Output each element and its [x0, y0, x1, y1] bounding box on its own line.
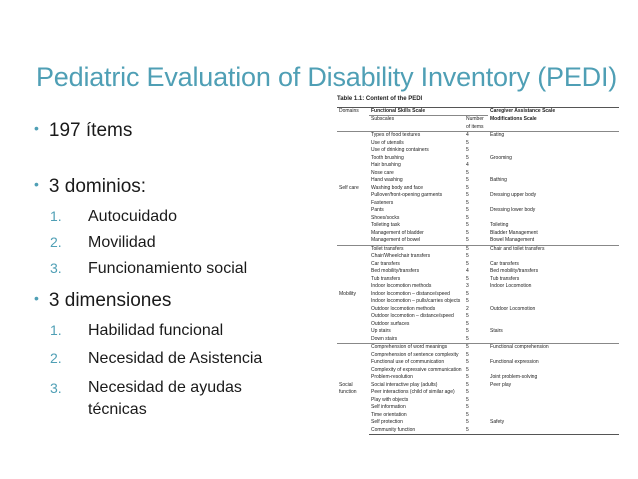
caregiver-cell	[488, 200, 619, 208]
caregiver-cell: Dressing lower body	[490, 207, 536, 213]
bullet-text: 3 dimensiones	[48, 290, 172, 311]
subscale-cell: Indoor locomotion – distance/speed	[371, 290, 450, 297]
item-count-cell: 5	[466, 275, 469, 282]
table-row	[337, 328, 619, 336]
domain-cell: Social function	[337, 344, 369, 435]
subscale-cell: Pullover/front-opening garments	[371, 192, 443, 198]
sub-number: 2.	[50, 234, 62, 250]
sub-text: Habilidad funcional	[88, 322, 224, 339]
subscale-cell: Social interactive play (adults)	[371, 381, 438, 388]
bullet-item	[34, 120, 132, 142]
sub-text: Funcionamiento social	[88, 260, 248, 277]
item-count-cell: 5	[466, 328, 469, 334]
subscale-cell: Tooth brushing	[371, 154, 404, 161]
item-count-cell: 5	[466, 366, 469, 373]
table-row	[337, 291, 619, 299]
subscale-cell: Tub transfers	[371, 275, 401, 282]
sub-item	[50, 234, 156, 252]
table-row	[337, 276, 619, 284]
subscale-cell: Pants	[371, 207, 384, 213]
sub-number: 3.	[50, 260, 62, 276]
sub-text: Movilidad	[88, 234, 156, 251]
item-count-cell: 5	[466, 320, 469, 327]
item-count-cell: 5	[466, 411, 469, 418]
subscale-cell: Up stairs	[371, 328, 391, 334]
table-row	[337, 382, 619, 390]
item-count-cell: 5	[466, 237, 469, 243]
item-count-cell: 4	[466, 268, 469, 274]
subscale-cell: Community function	[369, 427, 464, 435]
table-row	[337, 192, 619, 200]
caregiver-cell: Outdoor Locomotion	[490, 305, 536, 312]
caregiver-cell	[488, 140, 619, 148]
item-count-cell: 5	[466, 253, 469, 259]
item-count-cell: 5	[466, 199, 469, 206]
subscale-cell: Outdoor locomotion – distance/speed	[371, 313, 454, 319]
caregiver-cell: Dressing upper body	[490, 192, 537, 198]
table-row	[337, 298, 619, 306]
sub-number: 3.	[50, 380, 62, 396]
table-row	[337, 207, 619, 215]
table-row	[337, 283, 619, 291]
table-row	[337, 140, 619, 148]
table-row	[337, 374, 619, 382]
caregiver-cell: Functional comprehension	[488, 344, 619, 352]
subscale-cell: Indoor locomotion methods	[371, 283, 432, 289]
header-domains: Domains	[337, 107, 369, 132]
sub-text: Necesidad de Asistencia	[88, 350, 263, 367]
item-count-cell: 3	[466, 283, 469, 289]
slide-title: Pediatric Evaluation of Disability Inventory (PEDI)	[36, 62, 618, 92]
item-count-cell: 5	[466, 214, 469, 221]
table-row	[337, 170, 619, 178]
table-subheader-row	[337, 116, 619, 132]
table-row	[337, 404, 619, 412]
item-count-cell: 4	[464, 132, 488, 140]
header-modifications: Modifications Scale	[490, 115, 537, 122]
subscale-cell: Complexity of expressive communication	[371, 366, 462, 373]
subscale-cell: Functional use of communication	[371, 359, 445, 365]
table-row	[337, 412, 619, 420]
subscale-cell: Use of utensils	[371, 139, 404, 146]
caregiver-cell: Safety	[490, 419, 505, 425]
caregiver-cell: Functional expression	[490, 359, 539, 365]
item-count-cell: 5	[466, 389, 469, 395]
caregiver-cell	[488, 367, 619, 375]
sub-text: Autocuidado	[88, 208, 177, 225]
bullet-item	[34, 290, 171, 312]
table-row	[337, 222, 619, 230]
subscale-cell: Hair brushing	[371, 162, 401, 168]
table-row	[337, 185, 619, 193]
caregiver-cell	[488, 253, 619, 261]
table-row	[337, 397, 619, 405]
table-row	[337, 230, 619, 238]
table-caption: Table 1.1: Content of the PEDI	[337, 96, 423, 102]
caregiver-cell	[488, 313, 619, 321]
bullet-text: 197 ítems	[48, 120, 133, 141]
table-row	[337, 352, 619, 360]
bullet-item	[34, 176, 146, 198]
item-count-cell: 5	[464, 427, 488, 435]
bullet-dot-icon: •	[34, 290, 39, 306]
caregiver-cell	[488, 397, 619, 405]
domain-cell: Mobility	[337, 245, 369, 344]
caregiver-cell	[488, 170, 619, 178]
table-row	[337, 306, 619, 314]
caregiver-cell	[488, 291, 619, 299]
subscale-cell: Bed mobility/transfers	[371, 268, 420, 274]
caregiver-cell	[488, 162, 619, 170]
item-count-cell: 5	[466, 207, 469, 213]
table-row	[337, 389, 619, 397]
caregiver-cell: Bladder Management	[490, 229, 538, 236]
table-row	[337, 261, 619, 269]
subscale-cell: Toileting task	[371, 222, 400, 228]
caregiver-cell: Bowel Management	[490, 237, 535, 243]
caregiver-cell: Grooming	[490, 154, 512, 161]
subscale-cell: Hand washing	[371, 177, 403, 183]
item-count-cell: 5	[466, 192, 469, 198]
table-row	[337, 427, 619, 435]
subscale-cell: Peer interactions (child of similar age)	[371, 389, 455, 395]
item-count-cell: 5	[466, 169, 469, 176]
pedi-table	[337, 96, 619, 435]
table-row	[337, 344, 619, 352]
bullet-dot-icon: •	[34, 176, 39, 192]
item-count-cell: 5	[466, 260, 469, 267]
table-row	[337, 359, 619, 367]
subscale-cell: Comprehension of word meanings	[369, 344, 464, 352]
table-row	[337, 419, 619, 427]
table-row	[337, 367, 619, 375]
caregiver-cell: Eating	[488, 132, 619, 140]
sub-number: 1.	[50, 208, 62, 224]
sub-item	[50, 208, 177, 226]
caregiver-cell: Stairs	[490, 328, 503, 334]
sub-text: Necesidad de ayudas técnicas	[88, 379, 242, 418]
table-header-row	[337, 107, 619, 116]
caregiver-cell: Toileting	[490, 222, 509, 228]
caregiver-cell	[488, 352, 619, 360]
item-count-cell: 2	[466, 305, 469, 312]
caregiver-cell	[488, 215, 619, 223]
table-row	[337, 321, 619, 329]
caregiver-cell: Tub transfers	[490, 275, 520, 282]
bullet-text: 3 dominios:	[48, 176, 147, 197]
subscale-cell: Chair/Wheelchair transfers	[371, 253, 431, 259]
subscale-cell: Self protection	[371, 419, 403, 425]
table-row	[337, 215, 619, 223]
header-subscales: Subscales	[369, 116, 464, 132]
table-row	[337, 147, 619, 155]
item-count-cell: 5	[466, 184, 469, 191]
item-count-cell: 5	[466, 298, 469, 304]
subscale-cell: Fasteners	[371, 199, 394, 206]
caregiver-cell: Chair and toilet transfers	[488, 245, 619, 253]
header-caregiver: Caregiver Assistance Scale	[488, 107, 619, 116]
item-count-cell: 5	[466, 313, 469, 319]
subscale-cell: Car transfers	[371, 260, 400, 267]
subscale-cell: Outdoor locomotion methods	[371, 305, 436, 312]
subscale-cell: Nose care	[371, 169, 394, 176]
table-row	[337, 336, 619, 344]
sub-item	[50, 377, 290, 421]
table-row	[337, 268, 619, 276]
sub-item	[50, 260, 247, 278]
item-count-cell: 4	[466, 162, 469, 168]
caregiver-cell: Peer play	[490, 381, 512, 388]
table-row	[337, 245, 619, 253]
subscale-cell: Problem-resolution	[371, 374, 413, 380]
item-count-cell: 5	[466, 396, 469, 403]
subscale-cell: Down stairs	[371, 335, 398, 342]
subscale-cell: Time orientation	[371, 411, 407, 418]
domain-cell: Self care	[337, 132, 369, 246]
subscale-cell: Toilet transfers	[369, 245, 464, 253]
subscale-cell: Use of drinking containers	[371, 147, 429, 153]
item-count-cell: 5	[466, 404, 469, 410]
subscale-cell: Indoor locomotion – pulls/carries objects	[371, 298, 461, 304]
subscale-cell: Comprehension of sentence complexity	[371, 351, 459, 358]
table-row	[337, 200, 619, 208]
item-count-cell: 5	[466, 419, 469, 425]
item-count-cell: 5	[466, 147, 469, 153]
sub-item	[50, 322, 223, 340]
caregiver-cell: Bed mobility/transfers	[490, 268, 539, 274]
caregiver-cell	[488, 404, 619, 412]
caregiver-cell: Indoor Locomotion	[490, 283, 532, 289]
item-count-cell: 5	[466, 154, 469, 161]
item-count-cell: 5	[466, 335, 469, 342]
item-count-cell: 5	[464, 344, 488, 352]
item-count-cell: 5	[466, 290, 469, 297]
caregiver-cell: Joint problem-solving	[490, 374, 538, 380]
item-count-cell: 5	[466, 177, 469, 183]
caregiver-cell: Car transfers	[490, 260, 519, 267]
subscale-cell: Play with objects	[371, 396, 409, 403]
item-count-cell: 5	[466, 351, 469, 358]
table-row	[337, 155, 619, 163]
subscale-cell: Management of bowel	[371, 237, 421, 243]
subscale-cell: Outdoor surfaces	[371, 320, 410, 327]
subscale-cell: Management of bladder	[371, 229, 424, 236]
table-row	[337, 177, 619, 185]
caregiver-cell	[488, 412, 619, 420]
table-row	[337, 253, 619, 261]
item-count-cell: 5	[466, 374, 469, 380]
subscale-cell: Types of food textures	[369, 132, 464, 140]
header-functional: Functional Skills Scale	[369, 107, 488, 116]
caregiver-cell: Bathing	[490, 177, 507, 183]
item-count-cell: 5	[464, 245, 488, 253]
caregiver-cell	[488, 321, 619, 329]
caregiver-cell	[488, 298, 619, 306]
caregiver-cell	[488, 185, 619, 193]
caregiver-cell	[488, 427, 619, 435]
item-count-cell: 5	[466, 139, 469, 146]
table-row	[337, 162, 619, 170]
table-row	[337, 132, 619, 140]
subscale-cell: Self information	[371, 404, 406, 410]
header-number: Number of items	[464, 116, 488, 132]
item-count-cell: 5	[466, 222, 469, 228]
caregiver-cell	[488, 336, 619, 344]
subscale-cell: Washing body and face	[371, 184, 424, 191]
sub-number: 1.	[50, 322, 62, 338]
content-table	[337, 107, 619, 436]
sub-item	[50, 350, 262, 368]
item-count-cell: 5	[466, 229, 469, 236]
item-count-cell: 5	[466, 381, 469, 388]
table-row	[337, 313, 619, 321]
caregiver-cell	[488, 389, 619, 397]
subscale-cell: Shoes/socks	[371, 214, 400, 221]
caregiver-cell	[488, 147, 619, 155]
item-count-cell: 5	[466, 359, 469, 365]
sub-number: 2.	[50, 350, 62, 366]
bullet-dot-icon: •	[34, 120, 39, 136]
table-row	[337, 237, 619, 245]
